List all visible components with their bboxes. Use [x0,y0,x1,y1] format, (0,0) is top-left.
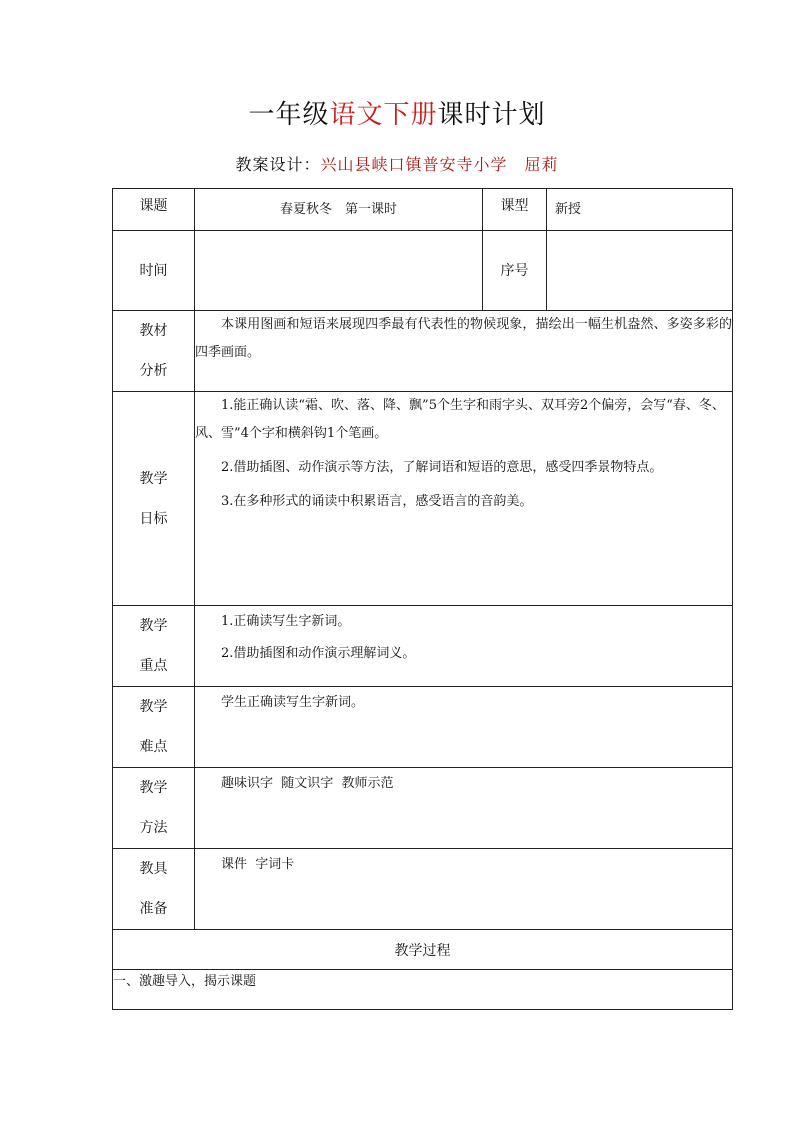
title-subject: 语文下册 [329,100,438,130]
method-label-line2: 方法 [139,820,168,836]
goal-item: 1.能正确认读“霜、吹、落、降、飘”5个生字和雨字头、双耳旁2个偏旁，会写“春、冬、风、雪”4个字和横斜钩1个笔画。 [195,398,725,441]
diff-label-line2: 难点 [139,739,168,755]
seq-label: 序号 [483,231,547,311]
document-subtitle [0,152,794,175]
tool-label-line1: 教具 [139,861,168,877]
material-label [113,311,195,392]
title-grade: 一年级 [248,100,330,130]
material-label-line1: 教材 [139,323,168,339]
row-time [113,231,733,311]
tool-label-line2: 准备 [139,901,168,917]
time-value [195,231,483,311]
method-text: 趣味识字 随文识字 教师示范 [221,776,394,791]
type-label: 课型 [483,189,547,231]
row-tools [113,849,733,930]
row-material [113,311,733,392]
key-label [113,606,195,687]
goal-label-line2: 日标 [139,510,168,527]
diff-text: 学生正确读写生字新词。 [221,695,365,710]
key-point-item: 1.正确读写生字新词。 [221,614,351,629]
goal-item: 2.借助插图、动作演示等方法，了解词语和短语的意思，感受四季景物特点。 [221,460,663,475]
key-cell [195,606,733,687]
row-process-header [113,930,733,970]
key-point-item: 2.借助插图和动作演示理解词义。 [221,646,416,661]
row-difficulty [113,687,733,768]
material-cell [195,311,733,392]
subtitle-author: 兴山县峡口镇普安寺小学 屈莉 [320,155,559,174]
diff-label-line1: 教学 [139,699,168,715]
time-label: 时间 [113,231,195,311]
goal-cell [195,392,733,606]
lesson-plan-table [112,188,733,1010]
document-title [0,94,794,131]
tool-cell [195,849,733,930]
tool-label [113,849,195,930]
tool-text: 课件 字词卡 [221,857,295,872]
topic-label: 课题 [113,189,195,231]
method-label [113,768,195,849]
row-process-step [113,970,733,1010]
goal-label-line1: 教学 [139,470,168,487]
title-plan: 课时计划 [437,100,546,130]
method-cell [195,768,733,849]
key-label-line2: 重点 [139,658,168,674]
material-label-line2: 分析 [139,363,168,379]
goal-item: 3.在多种形式的诵读中积累语言，感受语言的音韵美。 [221,494,533,509]
topic-value: 春夏秋冬 第一课时 [195,189,483,231]
row-key-points [113,606,733,687]
diff-cell [195,687,733,768]
seq-value [547,231,733,311]
process-step-1: 一、激趣导入，揭示课题 [113,970,733,1010]
material-text: 本课用图画和短语来展现四季最有代表性的物候现象，描绘出一幅生机盎然、多姿多彩的四季画面。 [195,317,732,360]
key-label-line1: 教学 [139,618,168,634]
goal-label [113,392,195,606]
method-label-line1: 教学 [139,780,168,796]
row-topic [113,189,733,231]
diff-label [113,687,195,768]
row-goals [113,392,733,606]
type-value: 新授 [547,189,733,231]
row-method [113,768,733,849]
process-title: 教学过程 [113,930,733,970]
subtitle-label: 教案设计： [235,155,321,174]
